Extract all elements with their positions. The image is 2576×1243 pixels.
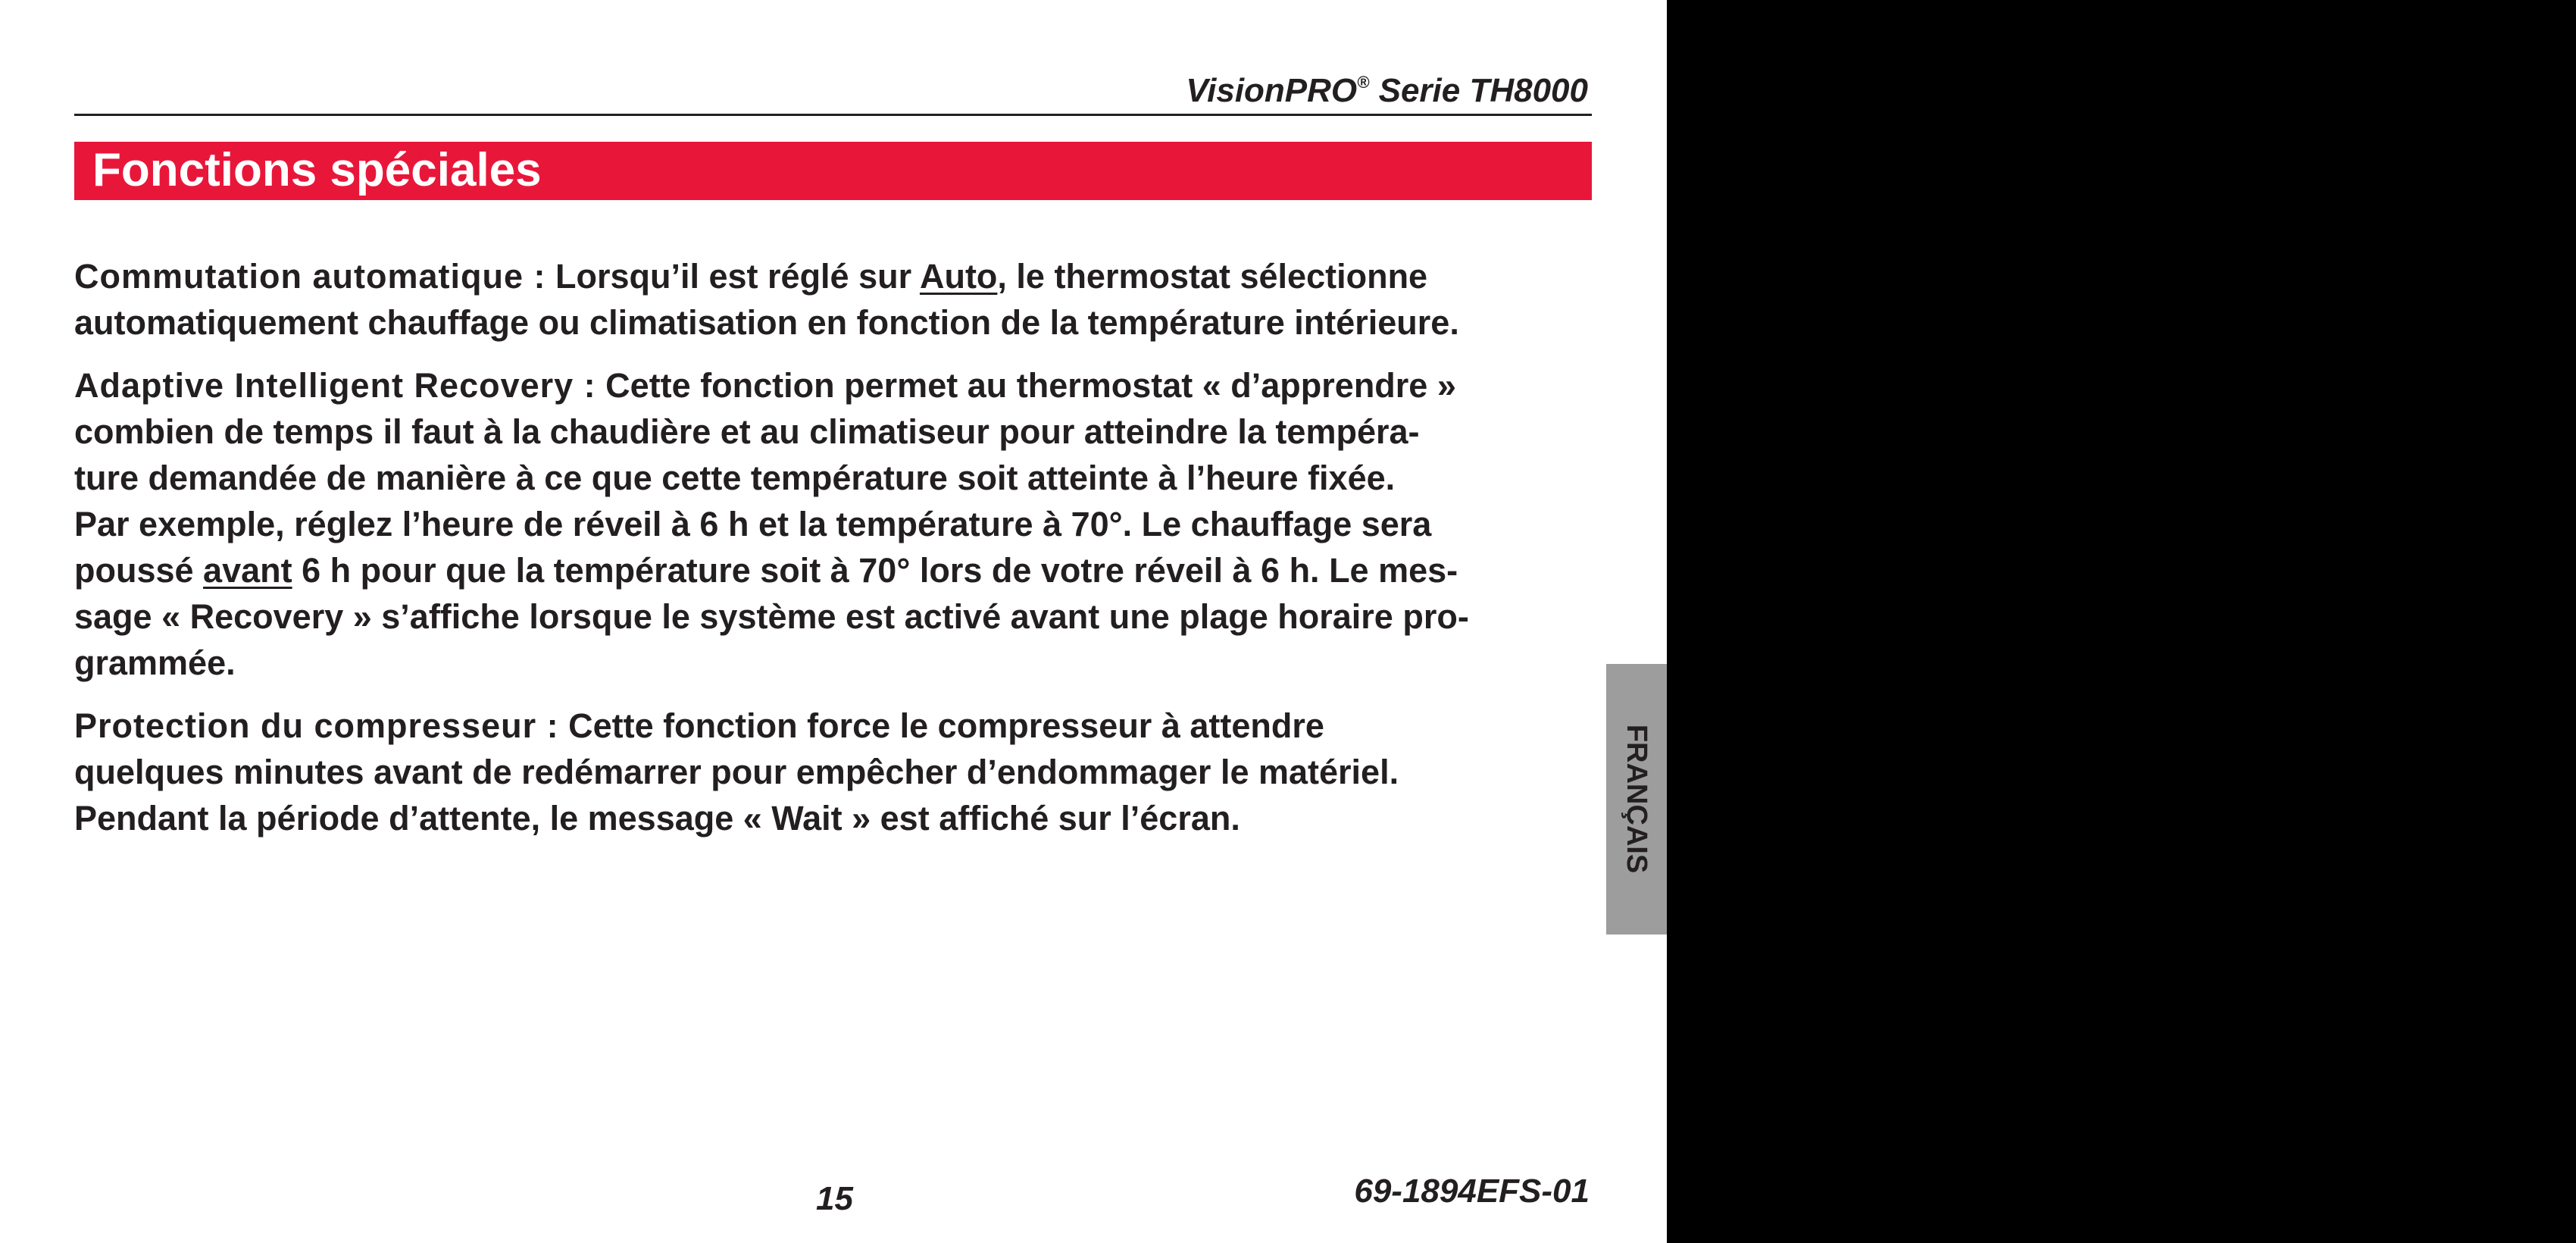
- paragraph-auto-changeover: [74, 253, 1597, 346]
- page-number: 15: [816, 1180, 853, 1217]
- paragraph-compressor-protection: [74, 703, 1597, 841]
- text-line: automatiquement chauffage ou climatisation en fonction de la température intérieure.: [74, 303, 1459, 342]
- text-segment: Lorsqu’il est réglé sur: [546, 257, 920, 296]
- body-content: [74, 253, 1597, 858]
- text-line: [74, 703, 1597, 749]
- text-segment: , le thermostat sélectionne: [997, 257, 1428, 296]
- language-tab-label: FRANÇAIS: [1621, 724, 1652, 874]
- text-line: Par exemple, réglez l’heure de réveil à 6 h et la température à 70°. Le chauffage sera: [74, 505, 1432, 543]
- text-line: [74, 362, 1597, 409]
- underlined-auto: Auto: [919, 257, 998, 296]
- text-line: Pendant la période d’attente, le message « Wait » est affiché sur l’écran.: [74, 799, 1240, 838]
- text-segment: 6 h pour que la température soit à 70° lors de votre réveil à 6 h. Le mes-: [292, 551, 1458, 590]
- text-line: [74, 253, 1597, 299]
- text-line: quelques minutes avant de redémarrer pour empêcher d’endommager le matériel.: [74, 753, 1399, 791]
- header-series: Serie TH8000: [1369, 72, 1588, 109]
- header-product-name: VisionPRO: [1186, 72, 1358, 109]
- text-line: combien de temps il faut à la chaudière et au climatiseur pour atteindre la tempéra-: [74, 412, 1420, 451]
- language-tab: [1606, 664, 1667, 935]
- text-line: [74, 547, 1597, 593]
- running-header: [74, 72, 1588, 110]
- text-segment: Cette fonction permet au thermostat « d’apprendre »: [596, 366, 1456, 405]
- paragraph-adaptive-recovery: [74, 362, 1597, 686]
- text-line: ture demandée de manière à ce que cette température soit atteinte à l’heure fixée.: [74, 459, 1396, 497]
- term-compressor-protection: Protection du compresseur :: [74, 706, 559, 745]
- registered-mark: ®: [1357, 73, 1370, 92]
- term-adaptive-recovery: Adaptive Intelligent Recovery :: [74, 366, 596, 405]
- text-line: grammée.: [74, 643, 236, 682]
- document-number: 69-1894EFS-01: [1354, 1173, 1590, 1210]
- text-segment: poussé: [74, 551, 204, 590]
- underlined-avant: avant: [203, 551, 292, 590]
- term-auto-changeover: Commutation automatique :: [74, 257, 546, 296]
- text-segment: Cette fonction force le compresseur à attendre: [558, 706, 1324, 745]
- header-rule: [74, 114, 1592, 116]
- section-title: Fonctions spéciales: [92, 144, 542, 196]
- section-banner: [74, 142, 1592, 200]
- text-line: sage « Recovery » s’affiche lorsque le système est activé avant une plage horaire pro-: [74, 597, 1469, 636]
